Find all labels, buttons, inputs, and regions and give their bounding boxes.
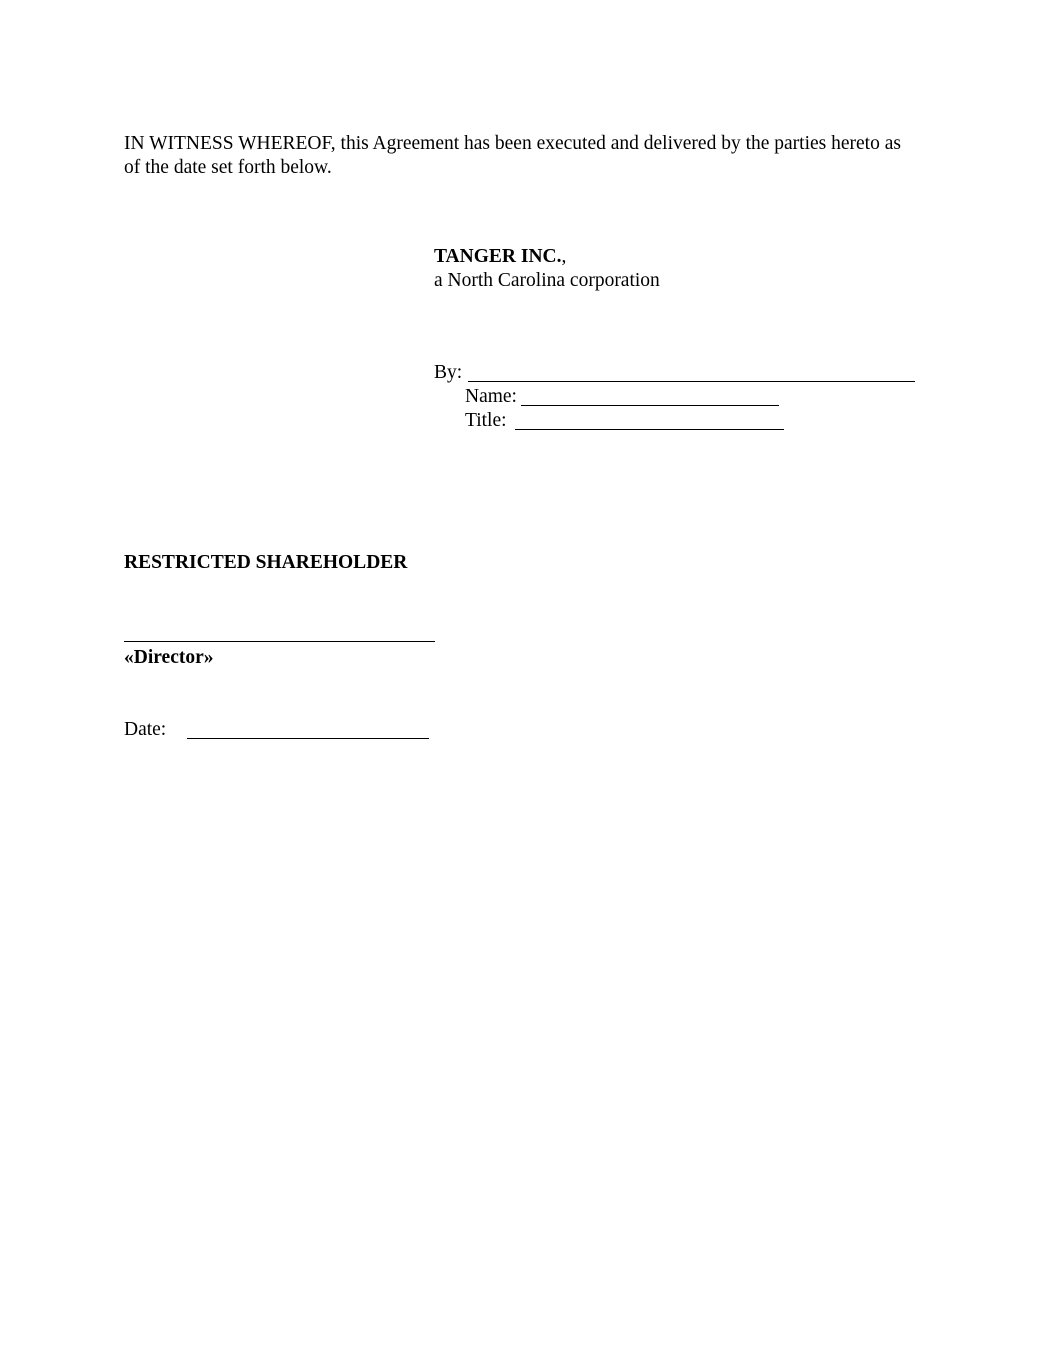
by-signature-line[interactable]	[468, 381, 915, 382]
company-name: TANGER INC.	[434, 246, 562, 267]
title-field-line[interactable]	[515, 429, 784, 430]
shareholder-heading: RESTRICTED SHAREHOLDER	[124, 552, 408, 573]
by-label: By:	[434, 362, 463, 383]
witness-line-2: of the date set forth below.	[124, 157, 332, 178]
company-name-suffix: ,	[561, 246, 567, 267]
title-label: Title:	[465, 410, 507, 431]
date-field-line[interactable]	[187, 738, 429, 739]
date-label: Date:	[124, 719, 167, 740]
shareholder-signature-line[interactable]	[124, 641, 435, 642]
company-heading	[434, 245, 566, 269]
company-description: a North Carolina corporation	[434, 270, 660, 291]
name-field-line[interactable]	[521, 405, 779, 406]
witness-line-1: IN WITNESS WHEREOF, this Agreement has been executed and delivered by the parties hereto as	[124, 133, 901, 154]
shareholder-signer-name: «Director»	[124, 647, 214, 668]
name-label: Name:	[465, 386, 517, 407]
